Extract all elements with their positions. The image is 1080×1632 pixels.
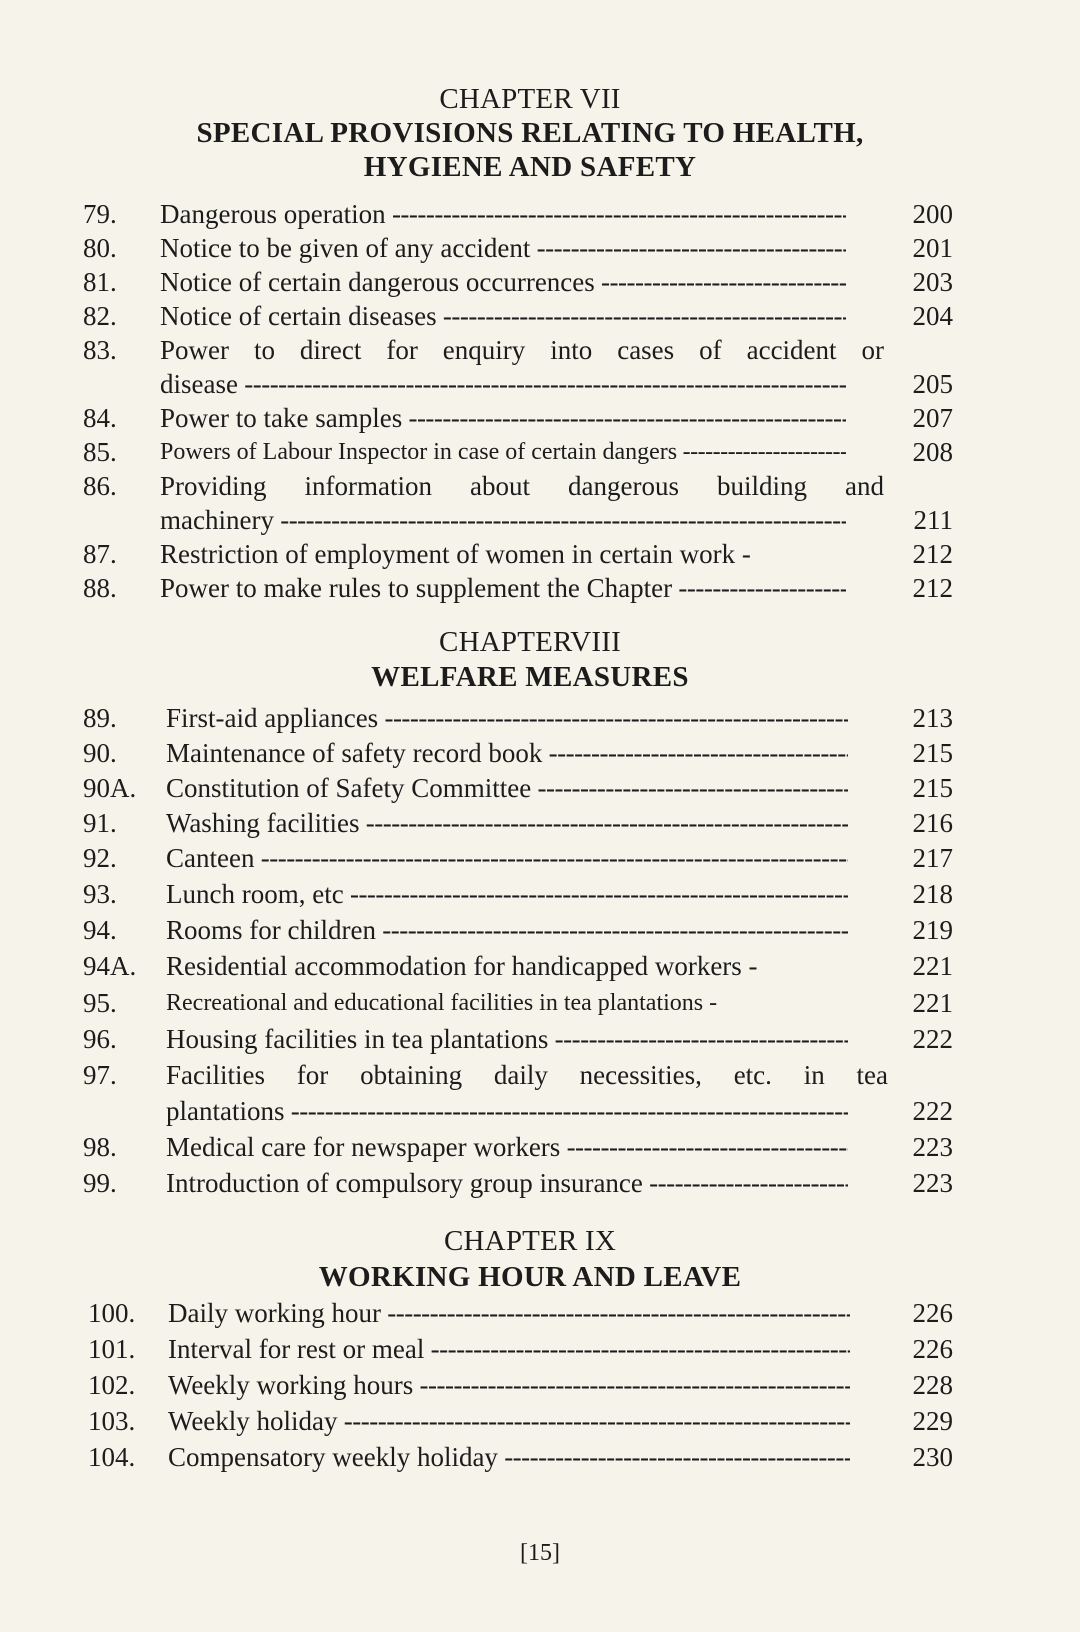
- chapter-label: CHAPTER IX: [444, 1225, 616, 1257]
- entry-title: Lunch room, etc -----: [166, 877, 848, 911]
- entry-page: 230: [912, 1442, 953, 1472]
- entry-page: 228: [912, 1370, 953, 1400]
- entry-page: 223: [912, 1168, 953, 1198]
- entry-number: 84.: [83, 403, 117, 433]
- entry-number: 98.: [83, 1132, 117, 1162]
- entry-number: 102.: [88, 1370, 136, 1400]
- entry-page: 203: [912, 267, 953, 297]
- page-number: [15]: [520, 1540, 560, 1566]
- entry-title: Power to direct for enquiry into cases of accident or: [160, 335, 884, 365]
- entry-title-continued: disease -----: [160, 367, 846, 401]
- entry-number: 80.: [83, 233, 117, 263]
- entry-title: Recreational and educational facilities in tea plantations -: [166, 990, 718, 1016]
- entry-page: 226: [912, 1334, 953, 1364]
- chapter-title: WELFARE MEASURES: [371, 661, 689, 693]
- entry-title: Power to make rules to supplement the Chapter -----: [160, 571, 846, 605]
- entry-number: 99.: [83, 1168, 117, 1198]
- entry-title-continued: plantations -----: [166, 1094, 848, 1128]
- entry-number: 86.: [83, 471, 117, 501]
- entry-page: 201: [912, 233, 953, 263]
- entry-number: 91.: [83, 808, 117, 838]
- entry-title: Notice of certain diseases -----: [160, 299, 846, 333]
- entry-number: 94.: [83, 915, 117, 945]
- entry-page: 208: [912, 437, 953, 467]
- entry-page: 211: [913, 505, 953, 535]
- entry-page: 213: [912, 703, 953, 733]
- entry-title: Compensatory weekly holiday -----: [168, 1440, 850, 1474]
- entry-number: 89.: [83, 703, 117, 733]
- entry-page: 226: [912, 1298, 953, 1328]
- entry-title: First-aid appliances -----: [166, 701, 848, 735]
- entry-page: 218: [912, 879, 953, 909]
- entry-number: 81.: [83, 267, 117, 297]
- entry-title: Canteen -----: [166, 841, 848, 875]
- entry-title: Dangerous operation -----: [160, 197, 846, 231]
- entry-number: 82.: [83, 301, 117, 331]
- entry-page: 229: [912, 1406, 953, 1436]
- entry-title: Weekly holiday -----: [168, 1404, 850, 1438]
- entry-page: 204: [912, 301, 953, 331]
- entry-page: 215: [912, 773, 953, 803]
- entry-page: 215: [912, 738, 953, 768]
- entry-number: 94A.: [83, 951, 137, 981]
- entry-title: Weekly working hours -----: [168, 1368, 850, 1402]
- entry-title: Facilities for obtaining daily necessities, etc. in tea: [166, 1060, 888, 1090]
- entry-number: 104.: [88, 1442, 136, 1472]
- entry-title: Interval for rest or meal -----: [168, 1332, 850, 1366]
- chapter-label: CHAPTERVIII: [439, 626, 621, 658]
- entry-title: Washing facilities -----: [166, 806, 848, 840]
- entry-number: 97.: [83, 1060, 117, 1090]
- entry-title: Powers of Labour Inspector in case of certain dangers -----: [160, 435, 846, 469]
- entry-number: 100.: [88, 1298, 136, 1328]
- entry-page: 212: [912, 573, 953, 603]
- entry-title: Residential accommodation for handicapped workers -: [166, 951, 758, 981]
- entry-title: Constitution of Safety Committee -----: [166, 771, 848, 805]
- entry-page: 217: [912, 843, 953, 873]
- entry-number: 90.: [83, 738, 117, 768]
- chapter-title: HYGIENE AND SAFETY: [363, 151, 697, 183]
- entry-title: Providing information about dangerous building and: [160, 471, 884, 501]
- entry-title: Restriction of employment of women in certain work -: [160, 539, 751, 569]
- entry-page: 222: [912, 1024, 953, 1054]
- entry-page: 219: [912, 915, 953, 945]
- entry-page: 216: [912, 808, 953, 838]
- entry-title: Notice of certain dangerous occurrences -----: [160, 265, 846, 299]
- entry-number: 95.: [83, 988, 117, 1018]
- entry-number: 87.: [83, 539, 117, 569]
- entry-title-continued: machinery -----: [160, 503, 846, 537]
- entry-page: 212: [912, 539, 953, 569]
- entry-title: Power to take samples -----: [160, 401, 846, 435]
- entry-page: 221: [912, 951, 953, 981]
- entry-number: 101.: [88, 1334, 136, 1364]
- entry-number: 88.: [83, 573, 117, 603]
- chapter-label: CHAPTER VII: [439, 83, 621, 115]
- entry-number: 85.: [83, 437, 117, 467]
- entry-page: 221: [912, 988, 953, 1018]
- entry-title: Medical care for newspaper workers -----: [166, 1130, 848, 1164]
- entry-page: 205: [912, 369, 953, 399]
- entry-number: 103.: [88, 1406, 136, 1436]
- entry-title: Notice to be given of any accident -----: [160, 231, 846, 265]
- entry-number: 96.: [83, 1024, 117, 1054]
- entry-page: 223: [912, 1132, 953, 1162]
- entry-title: Introduction of compulsory group insurance -----: [166, 1166, 848, 1200]
- entry-title: Housing facilities in tea plantations -----: [166, 1022, 848, 1056]
- entry-page: 207: [912, 403, 953, 433]
- chapter-title: SPECIAL PROVISIONS RELATING TO HEALTH,: [196, 117, 864, 149]
- chapter-title: WORKING HOUR AND LEAVE: [318, 1261, 742, 1293]
- entry-number: 83.: [83, 335, 117, 365]
- entry-title: Rooms for children -----: [166, 913, 848, 947]
- entry-page: 200: [912, 199, 953, 229]
- entry-page: 222: [912, 1096, 953, 1126]
- entry-title: Maintenance of safety record book -----: [166, 736, 848, 770]
- entry-number: 79.: [83, 199, 117, 229]
- entry-number: 90A.: [83, 773, 137, 803]
- entry-title: Daily working hour -----: [168, 1296, 850, 1330]
- entry-number: 93.: [83, 879, 117, 909]
- entry-number: 92.: [83, 843, 117, 873]
